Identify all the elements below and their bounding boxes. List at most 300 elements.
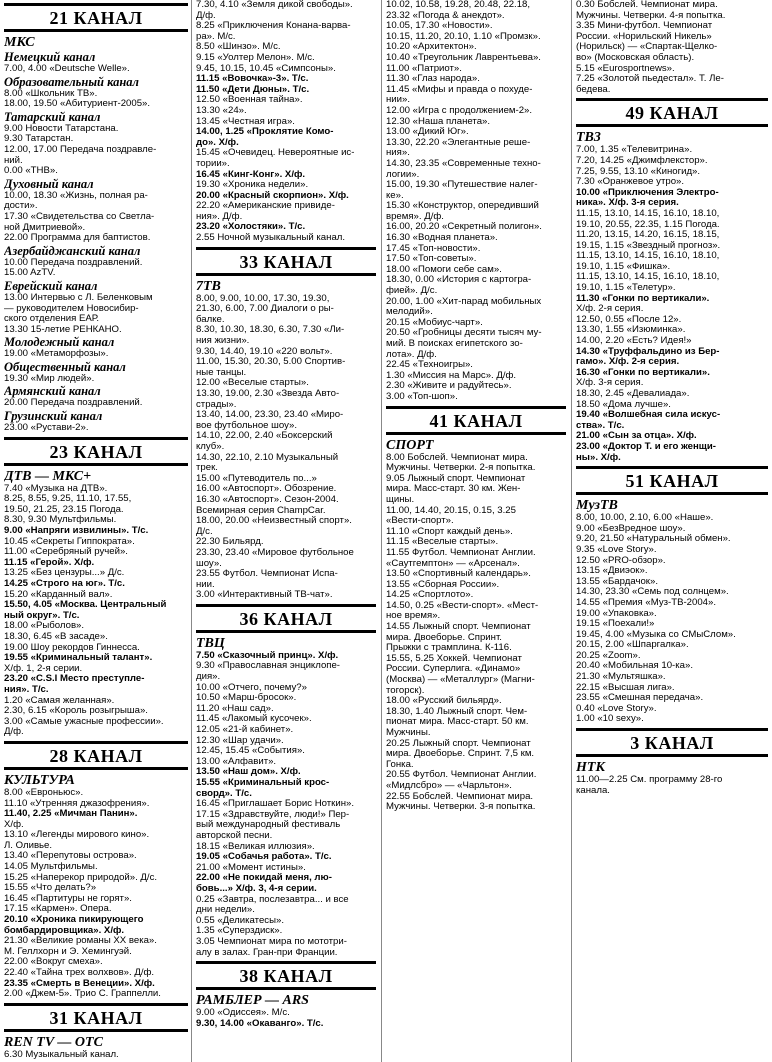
program-line: 19.10, 20.55, 22.35, 1.15 Погода. [576,218,720,230]
program-line-highlighted: 11.15 «Вовочка»-3». Т/с. [196,73,309,85]
program-line: 15.25 «Наперекор природой». Д/с. [4,871,158,883]
program-line-highlighted: 11.40, 2.25 «Мичман Панин». [4,808,138,820]
program-line: 22.20 «Американские привиде- [196,200,335,212]
program-line: 13.00 Интервью с Л. Беленковым [4,291,153,303]
program-line: 8.25, 8.55, 9.25, 11.10, 17.55, [4,493,132,505]
program-line: 11.45 «Лакомый кусочек». [196,713,312,725]
program-line: 10.40 «Треугольник Лаврентьева». [386,51,541,63]
channel-header: 51 КАНАЛ [576,466,768,495]
program-line: 20.00, 1.00 «Хит-парад мобильных [386,295,542,307]
program-line: 20.40 «Мобильная 10-ка». [576,660,693,672]
program-line: 18.00 «Русский бильярд». [386,695,502,707]
program-line: лота». Д/ф. [386,348,437,360]
program-line: ского отделения ЕАР. [4,313,100,325]
program-line: 13.50 «Спортивный календарь». [386,568,531,580]
program-line: 19.15 «Поехали!» [576,618,655,630]
program-line: 18.50 «Дома лучше». [576,398,671,410]
program-line: 15.55 «Что делать?» [4,882,97,894]
subchannel-name: Немецкий канал [4,50,96,64]
program-line: 7.30 «Оранжевое утро». [576,176,685,188]
program-line: 8.30, 10.30, 18.30, 6.30, 7.30 «Ли- [196,324,345,336]
channel-header: 33 КАНАЛ [196,247,376,276]
program-line: ний. [4,154,23,166]
program-line: 20.50 «Гробницы десяти тысяч му- [386,327,542,339]
program-line: 13.40 «Перепутовы острова». [4,850,137,862]
program-line-highlighted: 23.20 «C.S.I Место преступле- [4,673,145,685]
program-line-highlighted: 7.50 «Сказочный принц». Х/ф. [196,649,339,661]
program-line: 10.05, 17.30 «Новости». [386,20,493,32]
program-line: 17.45 «Топ-новости». [386,242,481,254]
program-line: ния». Д/ф. [196,210,243,222]
program-line: клуб». [196,440,225,452]
program-line: 8.25 «Приключения Конана-варва- [196,20,351,32]
network-name: ТВЦ [196,635,225,651]
program-line: 17.15 «Кармен». Опера. [4,903,112,915]
program-line: 15.00 «Путеводитель по...» [196,472,317,484]
program-line-highlighted: 9.30, 14.00 «Окаванго». Т/с. [196,1017,324,1029]
program-line: 11.30 «Глаз народа». [386,73,480,85]
program-line: ные танцы. [196,366,247,378]
network-name: КУЛЬТУРА [4,772,75,788]
program-line: 13.00 «Дикий Юг». [386,126,469,138]
program-line: ной Дмитриевой». [4,221,86,233]
program-line: 13.25 «Без цензуры...» Д/с. [4,567,125,579]
program-line: 5.15 «Eurosportnews». [576,62,675,74]
program-line: 2.55 Ночной музыкальный канал. [196,232,346,244]
program-line: 18.30, 0.00 «История с картогра- [386,274,532,286]
program-line: Л. Оливье. [4,839,53,851]
program-line-highlighted: сворд». Т/с. [196,787,252,799]
program-line: 16.45 «Приглашает Борис Ноткин». [196,798,355,810]
channel-header: 28 КАНАЛ [4,741,188,770]
program-line: 16.30 «Водная планета». [386,232,498,244]
network-name: НТК [576,760,605,776]
program-line-highlighted: 10.00 «Приключения Электро- [576,186,719,198]
program-line: 9.00 «БезВредное шоу». [576,522,686,534]
program-line: дости». [4,200,38,212]
program-line: 16.45 «Партитуры не горят». [4,892,132,904]
program-line: во» (Московская область). [576,51,695,63]
program-line: 23.55 «Смешная передача». [576,692,704,704]
program-line: 13.10 «Легенды мирового кино». [4,829,150,841]
program-line-highlighted: 20.10 «Хроника пикирующего [4,914,144,926]
program-line: России. Суперлига. «Динамо» [386,663,521,675]
program-line: 0.00 «ТНВ». [4,165,58,177]
program-line: 12.00 «Игра с продолжением-2». [386,104,533,116]
program-line-highlighted: до». Х/ф. [196,136,239,148]
program-line: 10.20 «Архитектон». [386,41,477,53]
network-name: МузТВ [576,498,618,514]
program-line: бедева. [576,83,611,95]
channel-header: 3 КАНАЛ [576,728,768,757]
program-line: 14.30, 23.35 «Современные техно- [386,157,541,169]
program-line: 7.25, 9.55, 13.10 «Киногид». [576,165,701,177]
program-line: 11.45 «Мифы и правда о похуде- [386,83,533,95]
program-line: 12.50, 0.55 «После 12». [576,313,682,325]
program-line: 10.15, 11.20, 20.10, 1.10 «Промзк». [386,30,541,42]
program-line-highlighted: 23.00 «Доктор Т. и его женщи- [576,440,716,452]
program-line: мира. Двоеборье. Спринт. [386,631,502,643]
program-line-highlighted: 9.00 «Напряги извилины». Т/с. [4,525,149,537]
program-line: (Норильск) — «Спартак-Щелко- [576,41,718,53]
program-line: 7.25 «Золотой пьедестал». Т. Ле- [576,73,724,85]
program-line: 19.45, 4.00 «Музыка со СМыСлом». [576,628,736,640]
network-name: РАМБЛЕР — ARS [196,993,309,1009]
program-line-highlighted: бовь...» Х/ф. 3, 4-я серии. [196,882,317,894]
program-line: (Москва) — «Металлург» (Магни- [386,674,535,686]
program-line: 18.30, 6.45 «В засаде». [4,630,108,642]
program-line: 21.30, 6.00, 7.00 Диалоги о ры- [196,303,334,315]
program-line: Мужчины. [386,727,431,738]
program-line: 15.00 AzTV. [4,267,56,279]
program-line: 12.00, 17.00 Передача поздравле- [4,143,157,155]
channel-header: 21 КАНАЛ [4,3,188,32]
program-line: 1.20 «Самая желанная». [4,694,115,706]
program-line: ния». [386,147,410,159]
program-line: 10.45 «Секреты Гиппократа». [4,535,135,547]
program-line: 0.55 «Деликатесы». [196,914,284,926]
subchannel-name: Грузинский канал [4,409,103,424]
program-line: 11.20, 13.15, 14.20, 16.15, 18.15, [576,229,720,241]
subchannel-name: Образовательный канал [4,74,139,89]
program-line: дия». [196,671,221,683]
channel-header: 38 КАНАЛ [196,961,376,990]
program-line: 12.45, 15.45 «События». [196,745,305,757]
program-line: 12.30 «Шар удачи». [196,734,284,746]
program-line: ное время». [386,610,441,622]
program-line: 23.32 «Погода & анекдот». [386,9,505,21]
network-name: ТВ3 [576,130,601,146]
program-line-highlighted: 11.15 «Герой». Х/ф. [4,556,95,568]
program-line: 9.00 Новости Татарстана. [4,122,119,134]
program-line: России. «Норильский Никель» [576,30,712,42]
program-line: 18.00, 19.50 «Абитуриент-2005». [4,98,151,110]
program-line: 1.00 «10 sexy». [576,713,644,725]
program-line: 23.30, 23.40 «Мировое футбольное [196,546,354,558]
column-2 [196,0,376,1062]
program-line: «Саутгемптон» — «Арсенал». [386,557,520,569]
program-line: Х/ф. 1, 2-я серии. [4,662,83,674]
program-line: Мужчины. Четверки. 3-я попытка. [386,801,536,813]
program-line: мира. Масс-старт. 30 км. Жен- [386,483,521,495]
program-line: 7.00, 1.35 «Телевитрина». [576,144,693,156]
program-line: 3.00 «Самые ужасные профессии». [4,715,164,727]
program-line: 7.20, 14.25 «Джимфлекстор». [576,154,708,166]
program-line: 19.15, 1.15 «Звездный прогноз». [576,239,721,251]
program-line-highlighted: ника». Х/ф. 3-я серия. [576,197,679,209]
program-line: Прыжки с трамплина. К-116. [386,642,512,654]
program-line: 0.30 Бобслей. Чемпионат мира. [576,0,718,10]
program-line: 13.30, 19.00, 2.30 «Звезда Авто- [196,388,340,399]
program-line: 12.30 «Наша планета». [386,115,491,127]
program-line: 18.30, 2.45 «Девалиада». [576,388,690,399]
program-line: 23.00 «Рустави-2». [4,422,89,434]
program-line: 8.00, 9.00, 10.00, 17.30, 19.30, [196,292,330,304]
program-line: вое футбольное шоу». [196,419,297,431]
program-line-highlighted: 19.05 «Собачья работа». Т/с. [196,851,332,863]
program-line: 7.30, 4.10 «Земля дикой свободы». [196,0,353,10]
program-line: Д/ф. [196,9,216,21]
subchannel-name: Общественный канал [4,359,126,374]
program-line: 14.30, 22.10, 2.10 Музыкальный [196,451,339,463]
program-line: 11.00 «Серебряный ручей». [4,546,128,558]
program-line: 13.00 «Алфавит». [196,755,277,767]
program-line: 17.30 «Свидетельства со Светла- [4,210,155,222]
program-line: шоу». [196,557,222,569]
program-line: 12.50 «PRO-обзор». [576,554,666,566]
program-line: 8.00 «Евроньюс». [4,786,84,798]
program-line-highlighted: ный округ». Т/с. [4,609,80,621]
program-line: 22.00 «Вокруг смеха». [4,956,103,968]
program-line: 18.00, 20.00 «Неизвестный спорт». [196,515,352,527]
program-line: 15.20 «Карданный вал». [4,588,113,600]
program-line: 0.40 «Love Story». [576,702,657,714]
network-name: REN TV — ОТС [4,1034,103,1050]
program-line: мира. Двоеборье. Спринт. 7,5 км. [386,748,535,760]
program-line-highlighted: 21.00 «Сын за отца». Х/ф. [576,430,697,442]
program-line: 11.10 «Утренняя джазофрения». [4,797,150,809]
channel-header: 41 КАНАЛ [386,406,566,435]
program-line: 19.10, 1.15 «Фишка». [576,260,671,272]
program-line: 20.00 Передача поздравлений. [4,397,143,409]
program-line: пионат мира. Масс-старт. 50 км. [386,716,529,728]
program-line-highlighted: 19.55 «Криминальный талант». [4,652,153,664]
program-line: 8.00 «Школьник ТВ». [4,87,98,99]
program-line: Всемирная серия ChampCar. [196,504,326,516]
program-line: 14.05 Мультфильмы. [4,861,98,873]
program-line: Х/ф. 2-я серия. [576,303,644,315]
program-line: 11.15, 13.10, 14.15, 16.10, 18.10, [576,250,720,262]
subchannel-name: Азербайджанский канал [4,243,141,258]
program-line: нии. [196,578,215,590]
subchannel-name: Армянский канал [4,384,101,399]
program-line: 13.55 «Сборная России». [386,578,500,590]
program-line: 21.00 «Момент истины». [196,861,306,873]
program-line-highlighted: 14.30 «Труффальдино из Бер- [576,345,720,357]
program-line-highlighted: 16.45 «Кинг-Конг». Х/ф. [196,168,306,180]
program-line-highlighted: 13.50 «Наш дом». Х/ф. [196,766,301,778]
program-line: 12.05 «21-й кабинет». [196,724,294,736]
program-line: 16.00, 20.20 «Секретный полигон». [386,221,542,233]
program-line: вый международный фестиваль [196,819,341,831]
column-1 [4,0,188,1062]
program-line: страды». [196,398,237,410]
program-line: канала. [576,784,610,796]
program-line: 18.15 «Великая иллюзия». [196,840,315,852]
program-line: авторской песни. [196,829,273,841]
program-line: фией». Д/с. [386,285,438,297]
program-line: Гонка. [386,758,414,770]
program-line-highlighted: бомбардировщика». Х/ф. [4,924,125,936]
network-name: СПОРТ [386,437,434,453]
program-line: 15.55, 5.25 Хоккей. Чемпионат [386,652,522,664]
program-line: 3.00 «Топ-шоп». [386,390,458,402]
program-line: 14.10, 22.00, 2.40 «Боксерский [196,430,333,442]
program-line: время». Д/ф. [386,210,444,222]
program-line: щины. [386,493,415,505]
program-line: 12.00 «Веселые старты». [196,377,309,389]
program-line: 22.40 «Тайна трех волхвов». Д/ф. [4,967,155,978]
program-line: 3.00 «Интерактивный ТВ-чат». [196,589,333,601]
program-line: логии». [386,168,420,180]
program-line: 19.30 «Хроника недели». [196,179,309,191]
program-line-highlighted: 11.30 «Гонки по вертикали». [576,292,710,304]
program-line: 19.00 «Упаковка». [576,607,657,619]
program-line: 9.30, 14.40, 19.10 «220 вольт». [196,345,333,357]
program-line: 11.10 «Спорт каждый день». [386,525,513,537]
program-line: 13.55 «Бардачок». [576,575,659,587]
program-line: 9.45, 10.15, 10.45 «Симпсоны». [196,62,336,74]
program-line-highlighted: гамо». Х/ф. 2-я серия. [576,356,680,368]
column-divider [191,0,192,1062]
program-line: 11.20 «Наш сад». [196,702,274,714]
program-line: Д/ф. [4,726,24,738]
program-line: «Мидлсбро» — «Чарльтон». [386,779,512,791]
program-line: 19.50, 21.25, 23.15 Погода. [4,503,124,515]
program-line: 11.00, 14.40, 20.15, 0.15, 3.25 [386,504,516,516]
program-line: 9.35 «Love Story». [576,543,657,555]
program-line: ке». [386,189,404,201]
program-line: 1.35 «Суперздиск». [196,925,283,937]
program-line: 1.30 «Миссия на Марс». Д/ф. [386,369,517,381]
program-line: 13.45 «Честная игра». [196,115,295,127]
program-line: 10.00 Передача поздравлений. [4,256,143,268]
program-line: 11.15, 13.10, 14.15, 16.10, 18.10, [576,207,720,219]
program-line: 13.30 15-летие РЕНКАНО. [4,323,122,335]
program-line: 11.15 «Веселые старты». [386,536,499,548]
program-line: 19.10, 1.15 «Телетур». [576,282,676,294]
program-line-highlighted: 23.35 «Смерть в Венеции». Х/ф. [4,977,155,989]
program-line: 13.30, 22.20 «Элегантные реше- [386,136,531,148]
program-line-highlighted: 15.50, 4.05 «Москва. Центральный [4,599,167,611]
program-line: 13.40, 14.00, 23.30, 23.40 «Миро- [196,409,344,421]
program-line: 18.30, 1.40 Лыжный спорт. Чем- [386,705,528,717]
program-line: балке. [196,313,225,325]
program-line: 11.55 Футбол. Чемпионат Англии. [386,546,536,558]
program-line: 16.00 «Автоспорт». Обозрение. [196,483,337,495]
program-line: 8.50 «Шинзо». М/с. [196,41,281,53]
column-3 [386,0,566,1062]
program-line: 22.45 «Техноигры». [386,359,473,371]
program-line: 14.30, 23.30 «Семь под солнцем». [576,586,729,598]
program-line: 2.30 «Живите и радуйтесь». [386,380,512,392]
program-line: 13.30, 1.55 «Изюминка». [576,324,686,336]
network-name: МКС [4,35,35,50]
subchannel-name: Татарский канал [4,109,101,124]
program-line: 12.50 «Военная тайна». [196,94,303,106]
channel-header: 23 КАНАЛ [4,437,188,466]
program-line: 2.30, 6.15 «Король розыгрыша». [4,705,148,717]
program-line: 22.00 Программа для баптистов. [4,232,151,244]
program-line: дни недели». [196,904,255,916]
program-line: 15.30 «Конструктор, опередивший [386,200,539,212]
program-line: 11.00 «Патриот». [386,62,462,74]
program-line: Мужчины. Четверки. 4-я попытка. [576,9,726,21]
program-line: 19.00 «Метаморфозы». [4,348,109,360]
program-line: 8.30, 9.30 Мультфильмы. [4,514,117,526]
program-line: 6.30 Музыкальный канал. [4,1048,119,1060]
program-line: 14.00, 2.20 «Есть? Идея!» [576,335,692,347]
program-line-highlighted: 23.20 «Холостяки». Т/с. [196,221,306,233]
program-line: 20.25 «Zoom». [576,649,641,661]
program-line: Х/ф. [4,818,24,830]
network-name: 7ТВ [196,278,221,294]
program-line: мелодий». [386,306,433,318]
program-line: мий. В поисках египетского зо- [386,338,523,349]
program-line: 10.50 «Марш-бросок». [196,692,297,704]
program-line: 9.05 Лыжный спорт. Чемпионат [386,472,526,484]
program-line: 11.00, 15.30, 20.30, 5.00 Спортив- [196,356,346,368]
program-line: 7.00, 4.00 «Deutsche Welle». [4,63,130,74]
program-line: 17.15 «Здравствуйте, люди!» Пер- [196,808,350,820]
program-line: 11.00—2.25 См. программу 28-го [576,774,723,786]
program-line-highlighted: 11.50 «Дети Дюны». Т/с. [196,83,310,95]
program-line: 7.40 «Музыка на ДТВ». [4,482,108,494]
program-line-highlighted: 22.00 «Не покидай меня, лю- [196,872,332,884]
program-line: «Вести-спорт». [386,515,454,527]
network-name: ДТВ — МКС+ [4,468,92,484]
program-line: 15.45 «Очевидец. Невероятные ис- [196,147,355,159]
program-line: 22.55 Бобслей. Чемпионат мира. [386,790,534,802]
program-line: 14.50, 0.25 «Вести-спорт». «Мест- [386,599,539,611]
program-line: 20.25 Лыжный спорт. Чемпионат [386,737,531,749]
column-divider [381,0,382,1062]
subchannel-name: Молодежный канал [4,335,115,350]
subchannel-name: Еврейский канал [4,278,98,293]
program-line: 0.25 «Завтра, послезавтра... и все [196,893,349,905]
program-line-highlighted: 16.30 «Гонки по вертикали». [576,366,710,378]
program-line: Х/ф. 3-я серия. [576,377,644,389]
program-line: 9.30 «Православная энциклопе- [196,660,341,672]
program-line: тогорск). [386,684,425,696]
program-line: 9.20, 21.50 «Натуральный обмен». [576,533,731,545]
program-line-highlighted: 19.40 «Волшебная сила искус- [576,409,721,421]
program-line-highlighted: ства». Т/с. [576,419,625,431]
program-line: 3.05 Чемпионат мира по мототри- [196,935,347,947]
program-line: 22.30 Бильярд. [196,536,264,548]
channel-header: 36 КАНАЛ [196,604,376,633]
program-line: 10.02, 10.58, 19.28, 20.48, 22.18, [386,0,531,10]
program-line: алу в залах. Гран-при Франции. [196,946,338,958]
program-line: 3.35 Мини-футбол. Чемпионат [576,20,713,32]
program-line: 10.00 «Отчего, почему?» [196,681,307,693]
program-line: 14.55 «Премия «Муз-ТВ-2004». [576,596,717,608]
program-line-highlighted: 14.25 «Строго на юг». Т/с. [4,578,125,589]
program-line-highlighted: ния». Т/с. [4,683,49,695]
program-line: 9.30 Татарстан. [4,133,74,145]
program-line: 23.55 Футбол. Чемпионат Испа- [196,568,338,580]
program-line: 14.55 Лыжный спорт. Чемпионат [386,621,531,633]
program-line: 22.15 «Высшая лига». [576,681,675,693]
program-line: нии». [386,94,411,106]
program-line: — руководителем Новосибир- [4,302,139,314]
channel-header: 49 КАНАЛ [576,98,768,127]
program-line: 10.00, 18.30 «Жизнь, полная ра- [4,189,148,201]
program-line: 14.25 «Спортлото». [386,589,474,601]
program-line-highlighted: 20.00 «Красный скорпион». Х/ф. [196,189,349,201]
program-line: 9.00 «Одиссея». М/с. [196,1007,290,1019]
program-line: 13.15 «Двиэок». [576,565,648,577]
program-line: 19.00 Шоу рекордов Гиннесса. [4,641,140,653]
program-line-highlighted: ны». Х/ф. [576,451,621,463]
program-line: тории». [196,157,230,169]
program-line: трек. [196,462,218,474]
program-line: 9.15 «Уолтер Мелон». М/с. [196,51,315,63]
program-line: М. Геллхорн и Э. Хемингуэй. [4,945,132,957]
program-line: 16.30 «Автоспорт». Сезон-2004. [196,493,339,505]
program-line-highlighted: 15.55 «Криминальный крос- [196,777,330,788]
program-line: 21.30 «Мультяшка». [576,671,666,683]
